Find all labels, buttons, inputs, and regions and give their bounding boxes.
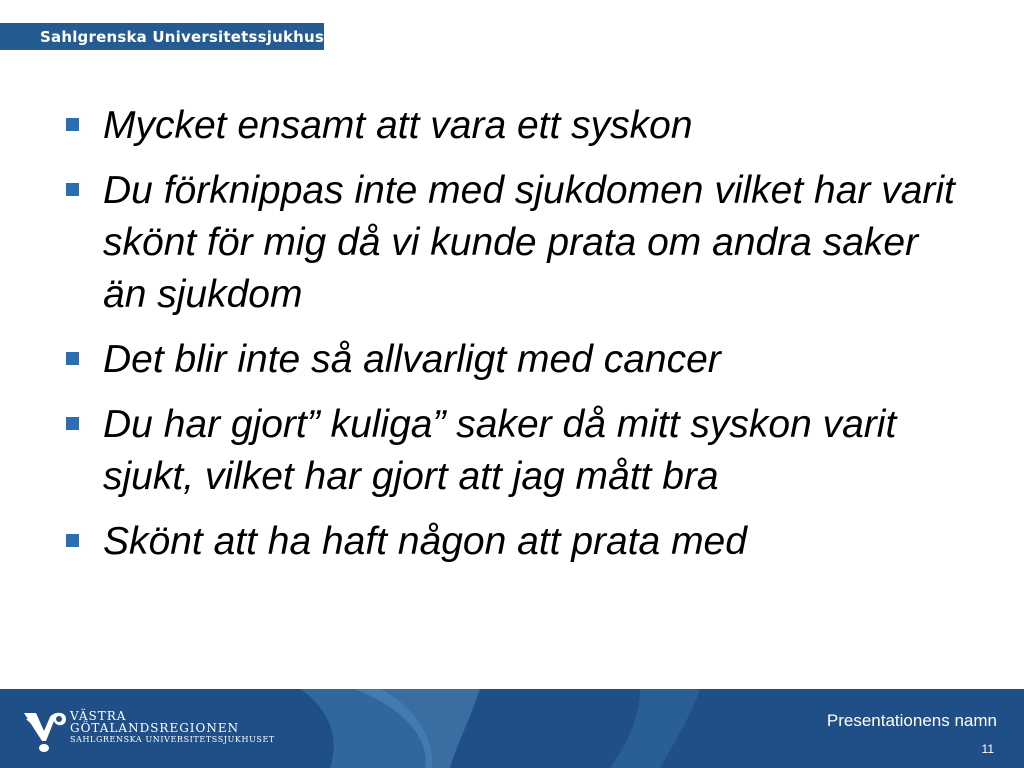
header-banner — [0, 23, 342, 50]
bullet-text: Mycket ensamt att vara ett syskon — [103, 104, 693, 147]
bullet-text: Du har gjort” kuliga” saker då mitt syskon varit sjukt, vilket har gjort att jag mått bra — [103, 403, 897, 498]
square-bullet-icon — [66, 352, 79, 365]
bullet-item — [62, 334, 962, 386]
bullet-text: Du förknippas inte med sjukdomen vilket har varit skönt för mig då vi kunde prata om andra saker än sjukdom — [103, 169, 955, 316]
page-number: 11 — [981, 742, 994, 756]
logo-line-vastra: VÄSTRA — [70, 709, 127, 723]
bullet-text: Skönt att ha haft någon att prata med — [103, 520, 747, 563]
bullet-item — [62, 100, 962, 152]
square-bullet-icon — [66, 534, 79, 547]
header-title: Sahlgrenska Universitetssjukhuset — [40, 27, 342, 46]
bullet-item — [62, 399, 962, 503]
vgr-logo — [22, 709, 275, 753]
bullet-item — [62, 165, 962, 321]
logo-line-sahlgrenska: SAHLGRENSKA UNIVERSITETSSJUKHUSET — [70, 735, 275, 744]
footer-bar — [0, 689, 1024, 768]
square-bullet-icon — [66, 118, 79, 131]
vgr-logo-mark-icon — [22, 709, 68, 753]
bullet-item — [62, 516, 962, 568]
square-bullet-icon — [66, 183, 79, 196]
presentation-name: Presentationens namn — [826, 711, 997, 730]
bullet-text: Det blir inte så allvarligt med cancer — [103, 338, 721, 381]
square-bullet-icon — [66, 417, 79, 430]
bullet-list — [62, 100, 962, 581]
logo-line-gotalandsregionen: GÖTALANDSREGIONEN — [70, 721, 240, 735]
